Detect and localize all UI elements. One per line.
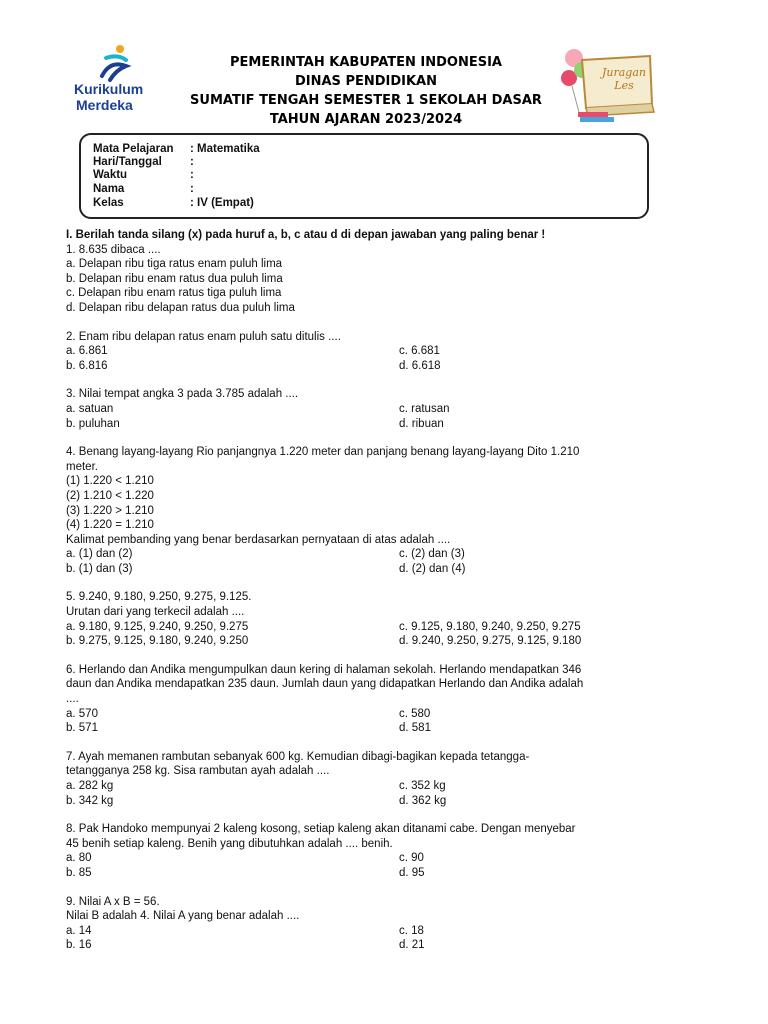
answer-option: d. 95	[399, 866, 425, 879]
answer-option: b. 6.816	[66, 359, 108, 372]
statement-4: (4) 1.220 = 1.210	[66, 519, 154, 532]
question-1	[66, 243, 666, 316]
kurikulum-merdeka-logo	[74, 44, 158, 114]
answer-option: b. 342 kg	[66, 794, 114, 807]
answer-option: c. 580	[399, 707, 431, 720]
answer-option: d. 581	[399, 722, 431, 735]
info-label: Waktu	[93, 169, 128, 181]
question-8	[66, 822, 666, 880]
question-text: Nilai B adalah 4. Nilai A yang benar adalah ....	[66, 910, 300, 923]
info-row-subject	[93, 143, 260, 156]
info-label: Kelas	[93, 197, 124, 209]
header-line-3: SUMATIF TENGAH SEMESTER 1 SEKOLAH DASAR	[190, 93, 542, 108]
answer-option: d. 362 kg	[399, 794, 447, 807]
answer-option: d. 9.240, 9.250, 9.275, 9.125, 9.180	[399, 635, 582, 648]
answer-option: a. 570	[66, 707, 98, 720]
question-text: tetangganya 258 kg. Sisa rambutan ayah adalah ....	[66, 765, 330, 778]
info-label: Mata Pelajaran	[93, 143, 174, 155]
question-text: 2. Enam ribu delapan ratus enam puluh satu ditulis ....	[66, 330, 341, 343]
info-label: Nama	[93, 183, 125, 195]
answer-option: b. 16	[66, 939, 92, 952]
info-value: : Matematika	[190, 143, 260, 155]
statement-3: (3) 1.220 > 1.210	[66, 504, 154, 517]
header-line-4: TAHUN AJARAN 2023/2024	[269, 112, 463, 127]
question-text: 3. Nilai tempat angka 3 pada 3.785 adalah ....	[66, 388, 299, 401]
answer-option: d. (2) dan (4)	[399, 562, 466, 575]
answer-option: a. (1) dan (2)	[66, 548, 133, 561]
logo-right-text-line2: Les	[614, 79, 634, 92]
question-5	[66, 590, 666, 648]
answer-option: b. 571	[66, 722, 98, 735]
question-text: 7. Ayah memanen rambutan sebanyak 600 kg. Kemudian dibagi-bagikan kepada tetangga-	[66, 750, 530, 763]
question-text: 5. 9.240, 9.180, 9.250, 9.275, 9.125.	[66, 591, 252, 604]
answer-option: d. 6.618	[399, 359, 441, 372]
answer-option: a. 282 kg	[66, 780, 114, 792]
answer-option: d. 21	[399, 939, 425, 952]
answer-option: b. 9.275, 9.125, 9.180, 9.240, 9.250	[66, 635, 249, 648]
logo-text-line1: Kurikulum	[74, 81, 144, 97]
juragan-les-logo	[560, 44, 660, 126]
question-text: 1. 8.635 dibaca ....	[66, 243, 161, 256]
info-row-name	[93, 183, 194, 196]
instructions: I. Berilah tanda silang (x) pada huruf a, b, c atau d di depan jawaban yang paling benar !	[66, 229, 546, 241]
answer-option: a. Delapan ribu tiga ratus enam puluh lima	[66, 258, 283, 271]
answer-option: c. 18	[399, 924, 424, 937]
answer-option: c. 352 kg	[399, 780, 446, 792]
answer-option: a. 80	[66, 852, 92, 865]
question-3	[66, 387, 666, 431]
answer-option: c. 9.125, 9.180, 9.240, 9.250, 9.275	[399, 620, 581, 633]
answer-option: a. 14	[66, 924, 92, 937]
info-row-class	[93, 197, 254, 210]
answer-option: c. ratusan	[399, 402, 450, 415]
logo-right-text-line1: Juragan	[602, 66, 646, 79]
answer-option: a. 9.180, 9.125, 9.240, 9.250, 9.275	[66, 620, 249, 633]
answer-option: a. 6.861	[66, 345, 108, 358]
header-line-1: PEMERINTAH KABUPATEN INDONESIA	[230, 55, 502, 70]
question-2	[66, 330, 666, 374]
info-value: : IV (Empat)	[190, 197, 254, 209]
question-4	[66, 445, 666, 576]
statement-2: (2) 1.210 < 1.220	[66, 489, 154, 502]
question-6	[66, 663, 666, 736]
info-row-date	[93, 156, 194, 169]
answer-option: d. ribuan	[399, 417, 444, 430]
statement-1: (1) 1.220 < 1.210	[66, 475, 154, 488]
answer-option: b. Delapan ribu enam ratus dua puluh lima	[66, 272, 283, 285]
answer-option: c. 6.681	[399, 345, 440, 358]
answer-option: c. Delapan ribu enam ratus tiga puluh lima	[66, 287, 282, 300]
question-text: 6. Herlando dan Andika mengumpulkan daun kering di halaman sekolah. Herlando mendapatkan 346	[66, 663, 582, 676]
document-header	[150, 53, 582, 129]
answer-option: c. 90	[399, 852, 424, 865]
question-7	[66, 750, 666, 808]
question-text: ....	[66, 693, 79, 706]
question-text: daun dan Andika mendapatkan 235 daun. Jumlah daun yang didapatkan Herlando dan Andika adalah	[66, 678, 584, 691]
question-text: Urutan dari yang terkecil adalah ....	[66, 606, 245, 619]
answer-option: b. (1) dan (3)	[66, 562, 133, 575]
info-value: :	[190, 156, 194, 168]
question-9	[66, 895, 666, 953]
header-line-2: DINAS PENDIDIKAN	[294, 74, 438, 89]
question-text: 4. Benang layang-layang Rio panjangnya 1.220 meter dan panjang benang layang-layang Dito 1.210	[66, 446, 580, 459]
question-text: 8. Pak Handoko mempunyai 2 kaleng kosong, setiap kaleng akan ditanami cabe. Dengan menyebar	[66, 823, 576, 836]
question-list	[66, 228, 666, 953]
logo-text-line2: Merdeka	[76, 97, 133, 113]
info-label: Hari/Tanggal	[93, 156, 162, 168]
answer-option: b. 85	[66, 866, 92, 879]
question-text: meter.	[66, 460, 98, 473]
info-value: :	[190, 169, 194, 181]
answer-option: b. puluhan	[66, 417, 120, 430]
answer-option: d. Delapan ribu delapan ratus dua puluh lima	[66, 301, 295, 314]
info-row-time	[93, 169, 194, 182]
answer-option: a. satuan	[66, 402, 114, 415]
question-text: 9. Nilai A x B = 56.	[66, 895, 160, 908]
student-info-box	[79, 133, 649, 219]
question-text: 45 benih setiap kaleng. Benih yang dibutuhkan adalah .... benih.	[66, 837, 393, 850]
answer-option: c. (2) dan (3)	[399, 548, 465, 561]
kurikulum-merdeka-emblem-icon	[96, 44, 136, 84]
info-value: :	[190, 183, 194, 195]
question-text: Kalimat pembanding yang benar berdasarkan pernyataan di atas adalah ....	[66, 533, 451, 546]
